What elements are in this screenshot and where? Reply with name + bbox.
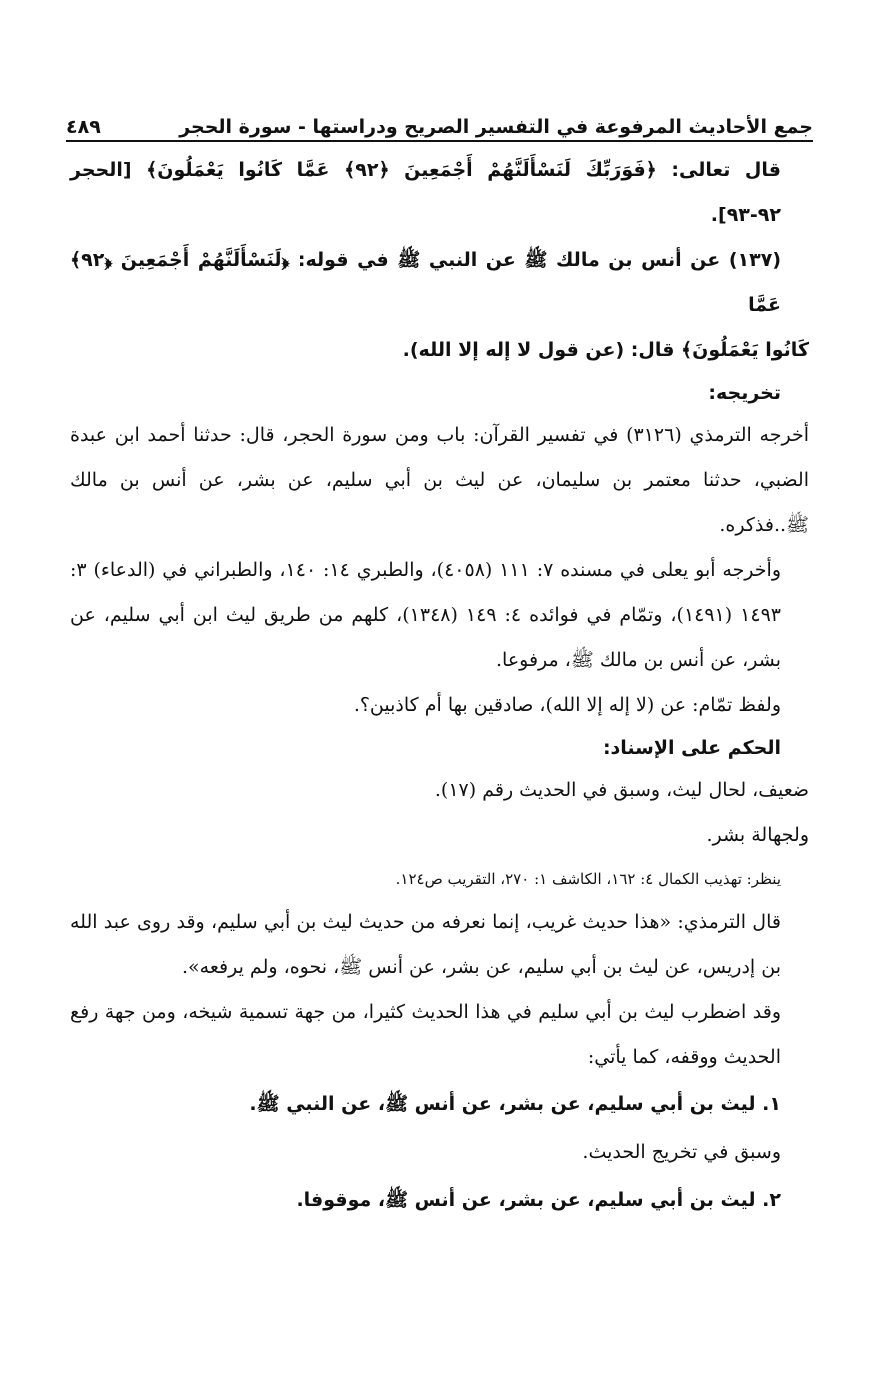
takhrij-heading: تخريجه: xyxy=(708,382,781,404)
hukm-paragraph-1: ضعيف، لحال ليث، وسبق في الحديث رقم (١٧). xyxy=(434,779,809,801)
running-header-title: جمع الأحاديث المرفوعة في التفسير الصريح ودراستها - سورة الحجر xyxy=(179,116,813,138)
list-item: ١. ليث بن أبي سليم، عن بشر، عن أنس ﷺ، عن النبي ﷺ. xyxy=(249,1093,781,1115)
page-number: ٤٨٩ xyxy=(66,116,101,138)
takhrij-paragraph-1: أخرجه الترمذي (٣١٢٦) في تفسير القرآن: باب ومن سورة الحجر، قال: حدثنا أحمد ابن عبدة الضبي، حدثنا معتمر بن سليمان، عن ليث بن أبي سليم، عن بشر، عن أنس بن مالك ﷺ..فذكره. xyxy=(70,424,809,536)
hadith-text-line-1: (١٣٧) عن أنس بن مالك ﷺ عن النبي ﷺ في قوله: ﴿لَنَسْأَلَنَّهُمْ أَجْمَعِينَ ﴿٩٢﴾ عَمَّا xyxy=(70,249,781,316)
hukm-paragraph-2: ولجهالة بشر. xyxy=(706,824,809,846)
header-rule xyxy=(66,140,813,142)
hukm-heading: الحكم على الإسناد: xyxy=(602,737,781,759)
list-item: ٢. ليث بن أبي سليم، عن بشر، عن أنس ﷺ، موقوفا. xyxy=(296,1189,781,1211)
idtirab-paragraph: وقد اضطرب ليث بن أبي سليم في هذا الحديث كثيرا، من جهة تسمية شيخه، ومن جهة رفع الحديث ووقفه، كما يأتي: xyxy=(70,1001,781,1068)
verse-intro: قال تعالى: ﴿فَوَرَبِّكَ لَنَسْأَلَنَّهُمْ أَجْمَعِينَ ﴿٩٢﴾ عَمَّا كَانُوا يَعْمَلُونَ﴾ [الحجر ٩٢-٩٣]. xyxy=(70,159,781,226)
reference-note: ينظر: تهذيب الكمال ٤: ١٦٢، الكاشف ١: ٢٧٠، التقريب ص١٢٤. xyxy=(395,870,781,888)
hadith-text-line-2: كَانُوا يَعْمَلُونَ﴾ قال: (عن قول لا إله إلا الله). xyxy=(402,339,809,361)
running-header xyxy=(66,104,813,138)
list-item-note: وسبق في تخريج الحديث. xyxy=(582,1141,781,1163)
takhrij-paragraph-2: وأخرجه أبو يعلى في مسنده ٧: ١١١ (٤٠٥٨)، والطبري ١٤: ١٤٠، والطبراني في (الدعاء) ٣: ١٤٩٣ (١٤٩١)، وتمّام في فوائده ٤: ١٤٩ (١٣٤٨)، كلهم من طريق ليث ابن أبي سليم، عن بشر، عن أنس بن مالك ﷺ، مرفوعا. xyxy=(70,559,781,671)
tammam-wording: ولفظ تمّام: عن (لا إله إلا الله)، صادقين بها أم كاذبين؟. xyxy=(353,694,781,716)
page-body xyxy=(70,148,809,1224)
tirmidhi-paragraph: قال الترمذي: «هذا حديث غريب، إنما نعرفه من حديث ليث بن أبي سليم، وقد روى عبد الله بن إدريس، عن ليث بن أبي سليم، عن بشر، عن أنس ﷺ، نحوه، ولم يرفعه». xyxy=(70,911,781,978)
